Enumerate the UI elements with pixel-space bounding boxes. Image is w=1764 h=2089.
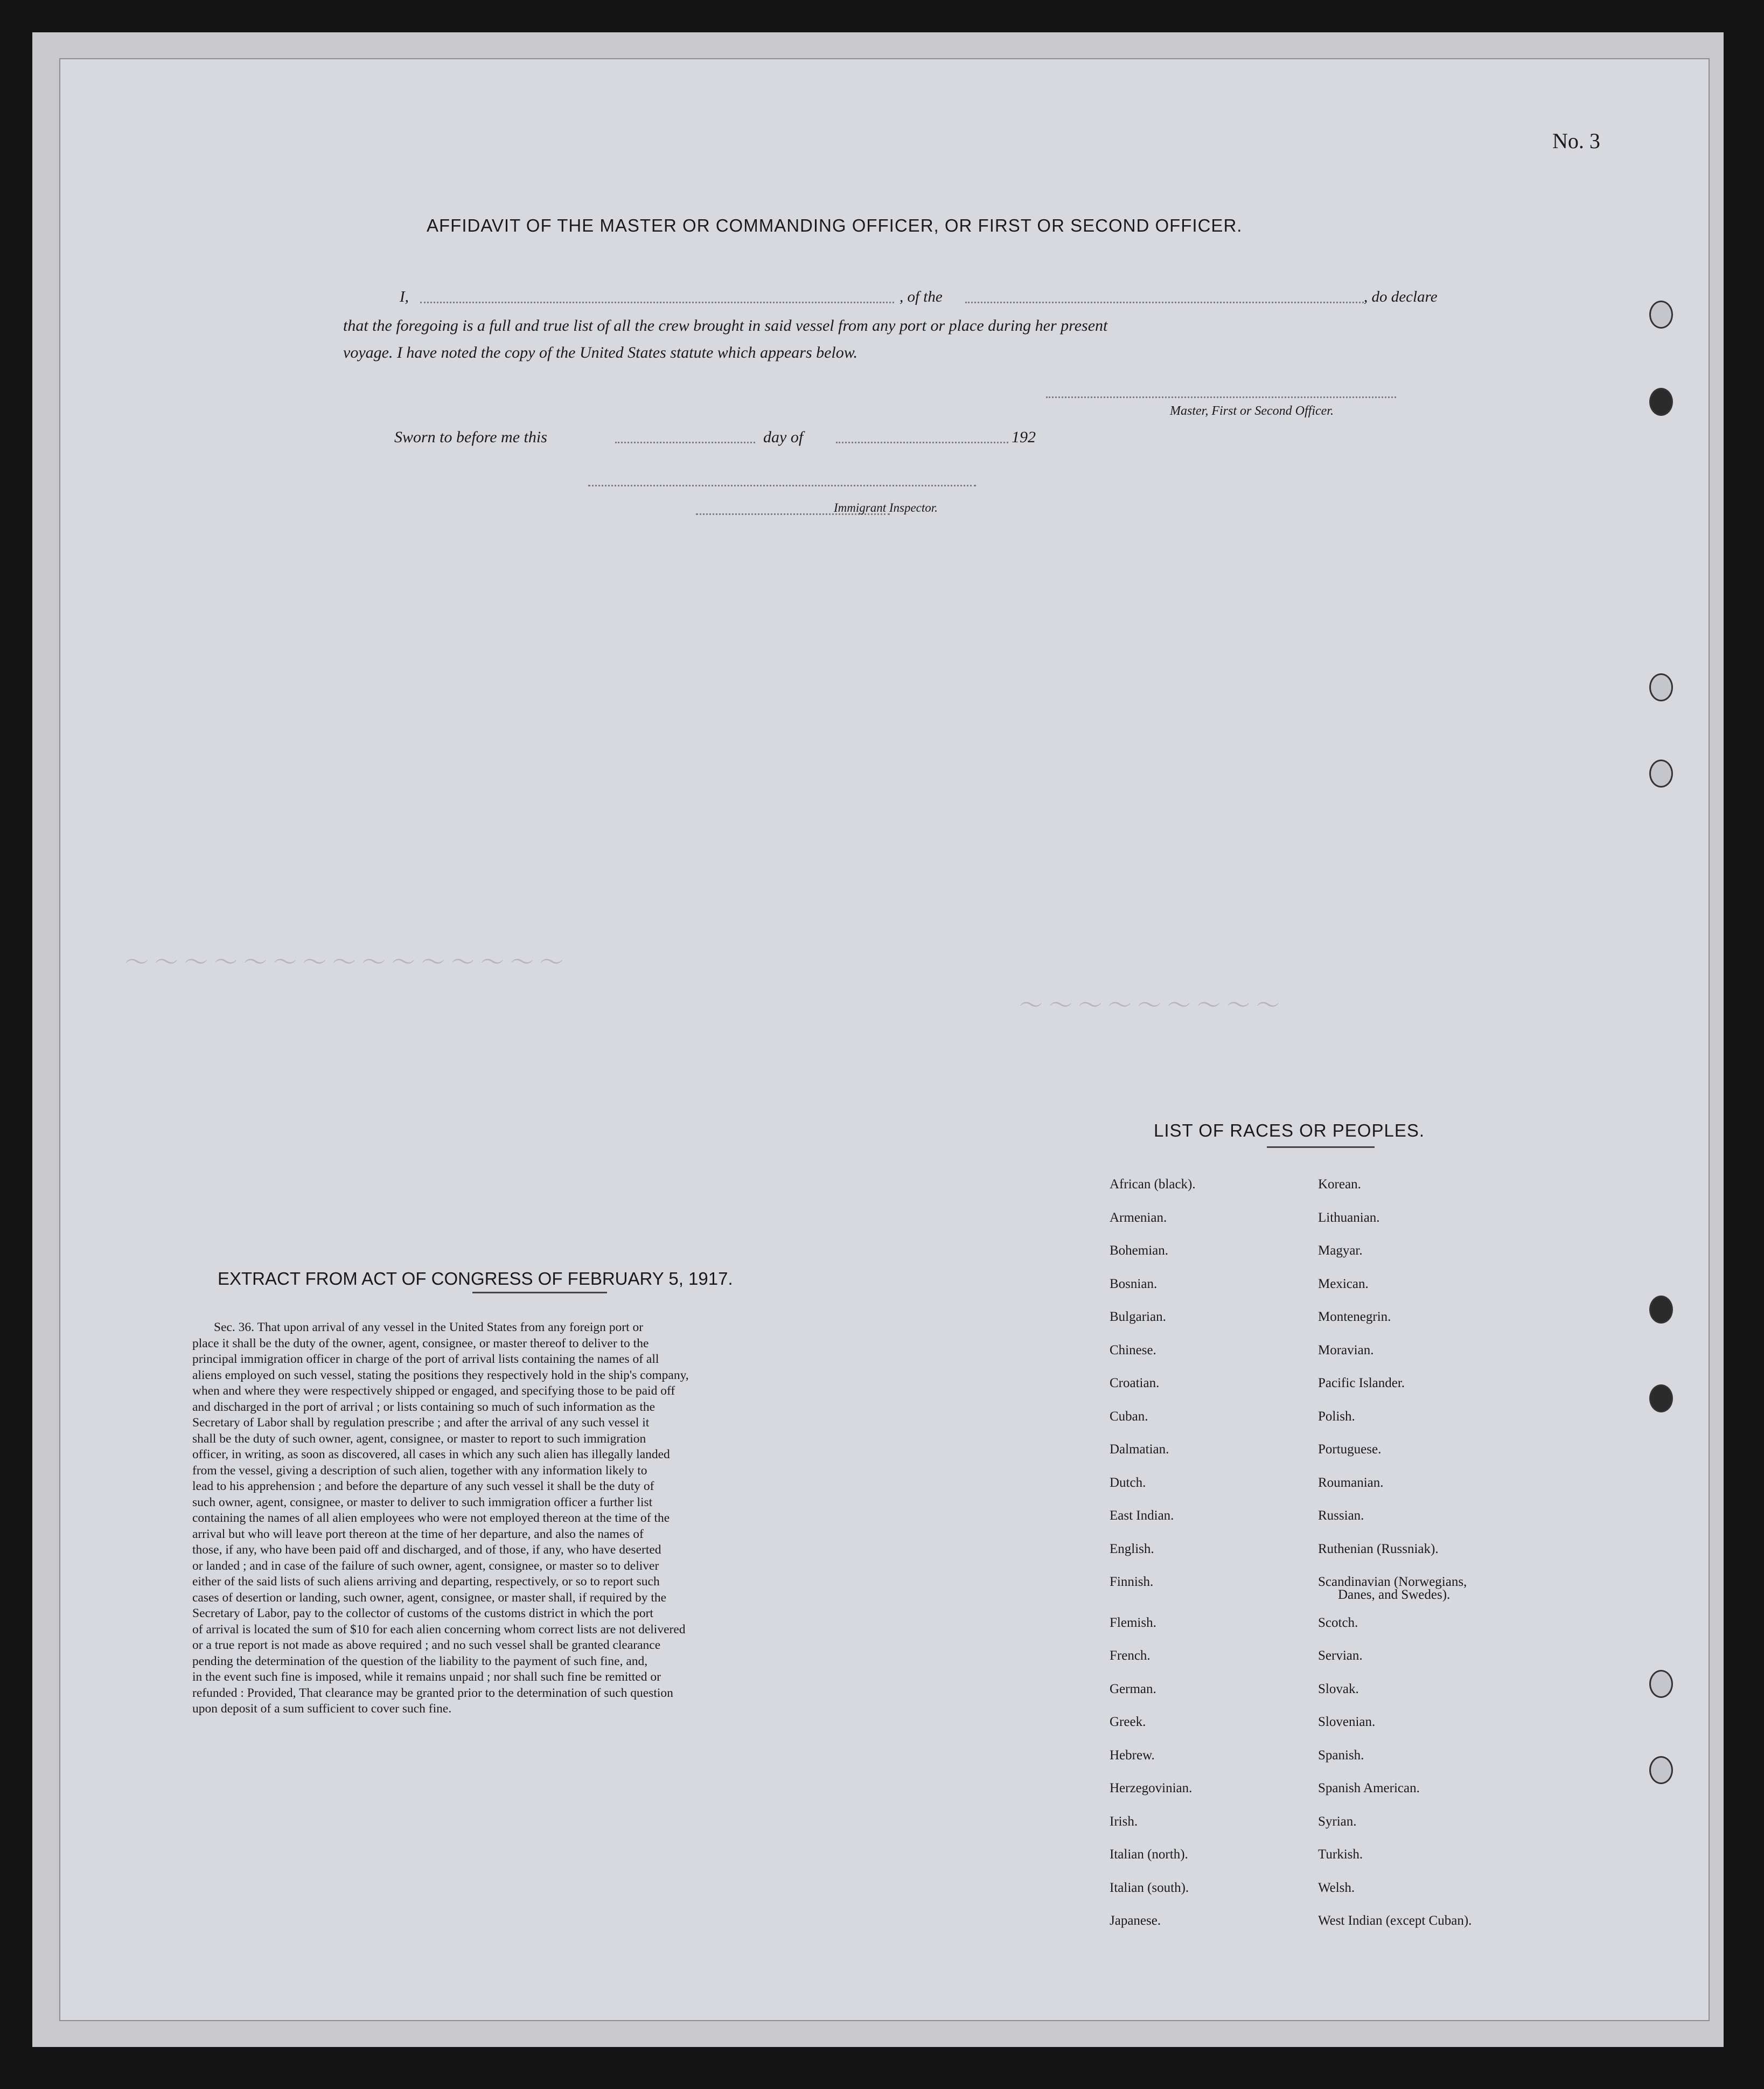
- race-item: Scandinavian (Norwegians,: [1318, 1575, 1467, 1589]
- punch-hole: [1649, 673, 1673, 701]
- signature-label: Master, First or Second Officer.: [1170, 404, 1334, 418]
- race-scandinavian-continuation: Danes, and Swedes).: [1338, 1587, 1451, 1602]
- extract-line: arrival but who will leave port thereon at the time of her departure, and also the names of: [192, 1527, 644, 1541]
- sworn-label: Sworn to before me this: [394, 428, 547, 446]
- punch-hole: [1649, 1756, 1673, 1784]
- vessel-blank-line: [965, 302, 1364, 303]
- extract-line: aliens employed on such vessel, stating the positions they respectively hold in the ship's company,: [192, 1368, 689, 1382]
- race-item: Russian.: [1318, 1508, 1364, 1523]
- race-item: Dutch.: [1110, 1475, 1146, 1490]
- extract-line: either of the said lists of such aliens arriving and departing, respectively, or so to report such: [192, 1575, 660, 1589]
- extract-body: [192, 1320, 903, 1717]
- inspector-top-line: [588, 485, 976, 486]
- race-item: Irish.: [1110, 1814, 1138, 1829]
- race-item: Korean.: [1318, 1177, 1361, 1192]
- race-item: Spanish American.: [1318, 1781, 1420, 1795]
- race-item: Italian (south).: [1110, 1880, 1189, 1895]
- race-item: Finnish.: [1110, 1575, 1154, 1589]
- race-item: German.: [1110, 1681, 1156, 1696]
- race-item: Turkish.: [1318, 1847, 1363, 1862]
- race-item: Syrian.: [1318, 1814, 1357, 1829]
- do-declare-label: , do declare: [1364, 288, 1438, 305]
- extract-line: of arrival is located the sum of $10 for each alien concerning whom correct lists are not delivered: [192, 1622, 686, 1637]
- day-blank-line: [615, 442, 755, 443]
- extract-line: lead to his apprehension ; and before the departure of any such vessel it shall be the duty of: [192, 1479, 654, 1493]
- race-item: Italian (north).: [1110, 1847, 1188, 1862]
- race-item: Greek.: [1110, 1715, 1146, 1729]
- extract-line: Secretary of Labor shall by regulation prescribe ; and after the arrival of any such vessel it: [192, 1416, 650, 1430]
- extract-line: upon deposit of a sum sufficient to cover such fine.: [192, 1702, 452, 1716]
- race-item: Spanish.: [1318, 1747, 1364, 1763]
- race-item: Bulgarian.: [1110, 1310, 1166, 1324]
- manifest-page: [60, 59, 1709, 2020]
- race-item: Chinese.: [1110, 1342, 1156, 1357]
- race-item: Polish.: [1318, 1409, 1355, 1424]
- race-item: Cuban.: [1110, 1409, 1148, 1424]
- race-item: French.: [1110, 1648, 1151, 1663]
- extract-line: containing the names of all alien employees who were not employed thereon at the time of the: [192, 1511, 670, 1525]
- race-item: West Indian (except Cuban).: [1318, 1913, 1472, 1928]
- i-label: I,: [400, 288, 409, 305]
- month-blank-line: [836, 442, 1008, 443]
- race-item: Slovenian.: [1318, 1715, 1376, 1729]
- race-item: Servian.: [1318, 1648, 1363, 1663]
- extract-line: or a true report is not made as above required ; and no such vessel shall be granted clearance: [192, 1638, 661, 1652]
- extract-line: shall be the duty of such owner, agent, consignee, or master to report to such immigration: [192, 1431, 646, 1446]
- punch-hole: [1649, 1296, 1673, 1324]
- extract-line: refunded : Provided, That clearance may be granted prior to the determination of such question: [192, 1686, 673, 1700]
- race-item: Slovak.: [1318, 1681, 1359, 1696]
- bleed-through-text: 〜 〜 〜 〜 〜 〜 〜 〜 〜: [1019, 992, 1280, 1019]
- day-of-label: day of: [763, 428, 804, 446]
- race-item: Bohemian.: [1110, 1243, 1169, 1258]
- race-item: Portuguese.: [1318, 1442, 1382, 1457]
- race-item: Bosnian.: [1110, 1276, 1158, 1291]
- affidavit-statement-line2: voyage. I have noted the copy of the United States statute which appears below.: [343, 344, 858, 361]
- extract-line: and discharged in the port of arrival ; or lists containing so much of such information as the: [192, 1399, 656, 1414]
- punch-hole: [1649, 1384, 1673, 1412]
- race-item: Dalmatian.: [1110, 1442, 1169, 1457]
- name-blank-line: [420, 302, 894, 303]
- extract-line: when and where they were respectively shipped or engaged, and specifying those to be paid off: [192, 1384, 675, 1398]
- page-number: No. 3: [1552, 129, 1600, 153]
- signature-line: [1046, 396, 1396, 398]
- extract-line: from the vessel, giving a description of such alien, together with any information likely to: [192, 1463, 647, 1478]
- race-item: East Indian.: [1110, 1508, 1174, 1523]
- race-item: Scotch.: [1318, 1615, 1358, 1630]
- race-item: African (black).: [1110, 1177, 1196, 1192]
- race-item: Ruthenian (Russniak).: [1318, 1541, 1439, 1556]
- race-item: Lithuanian.: [1318, 1210, 1380, 1225]
- race-item: Flemish.: [1110, 1615, 1156, 1630]
- extract-line: or landed ; and in case of the failure of such owner, agent, consignee, or master so to deliver: [192, 1558, 659, 1573]
- extract-line: such owner, agent, consignee, or master to deliver to such immigration officer a further list: [192, 1495, 653, 1509]
- of-the-label: , of the: [900, 288, 943, 305]
- extract-line: place it shall be the duty of the owner, agent, consignee, or master thereof to deliver to the: [192, 1336, 649, 1350]
- extract-line: pending the determination of the question of the liability to the payment of such fine, and,: [192, 1654, 648, 1668]
- race-item: Croatian.: [1110, 1376, 1160, 1390]
- extract-line: those, if any, who have been paid off and discharged, and of those, if any, who have deserted: [192, 1543, 661, 1557]
- race-item: Herzegovinian.: [1110, 1781, 1193, 1795]
- extract-line: Sec. 36. That upon arrival of any vessel in the United States from any foreign port or: [214, 1320, 644, 1334]
- race-item: English.: [1110, 1541, 1154, 1556]
- extract-title-rule: [472, 1292, 607, 1293]
- race-item: Japanese.: [1110, 1913, 1161, 1928]
- bleed-through-text: 〜 〜 〜 〜 〜 〜 〜 〜 〜 〜 〜 〜 〜 〜 〜: [125, 949, 563, 976]
- punch-hole: [1649, 388, 1673, 416]
- extract-line: in the event such fine is imposed, while it remains unpaid ; nor shall such fine be remitted or: [192, 1670, 661, 1684]
- race-item: Welsh.: [1318, 1880, 1355, 1895]
- races-title-rule: [1267, 1146, 1375, 1148]
- race-item: Roumanian.: [1318, 1475, 1384, 1490]
- year-label: 192: [1012, 428, 1036, 446]
- extract-line: cases of desertion or landing, such owner, agent, consignee, or master shall, if required by the: [192, 1590, 667, 1605]
- punch-hole: [1649, 1670, 1673, 1698]
- race-item: Magyar.: [1318, 1243, 1363, 1258]
- punch-hole: [1649, 760, 1673, 788]
- races-title: LIST OF RACES OR PEOPLES.: [1154, 1120, 1425, 1140]
- race-item: Armenian.: [1110, 1210, 1167, 1225]
- punch-hole: [1649, 301, 1673, 329]
- extract-title: EXTRACT FROM ACT OF CONGRESS OF FEBRUARY 5, 1917.: [218, 1269, 733, 1289]
- affidavit-title: AFFIDAVIT OF THE MASTER OR COMMANDING OFFICER, OR FIRST OR SECOND OFFICER.: [427, 215, 1243, 235]
- extract-line: principal immigration officer in charge of the port of arrival lists containing the names of all: [192, 1352, 659, 1366]
- extract-line: officer, in writing, as soon as discovered, all cases in which any such alien has illegally landed: [192, 1447, 670, 1461]
- race-item: Moravian.: [1318, 1342, 1374, 1357]
- race-item: Pacific Islander.: [1318, 1376, 1405, 1390]
- extract-line: Secretary of Labor, pay to the collector of customs of the customs district in which the port: [192, 1606, 653, 1620]
- affidavit-statement-line1: that the foregoing is a full and true list of all the crew brought in said vessel from any port or place during her present: [343, 317, 1108, 335]
- inspector-label: Immigrant Inspector.: [834, 501, 938, 514]
- race-item: Mexican.: [1318, 1276, 1369, 1291]
- race-item: Hebrew.: [1110, 1747, 1155, 1763]
- race-item: Montenegrin.: [1318, 1310, 1391, 1324]
